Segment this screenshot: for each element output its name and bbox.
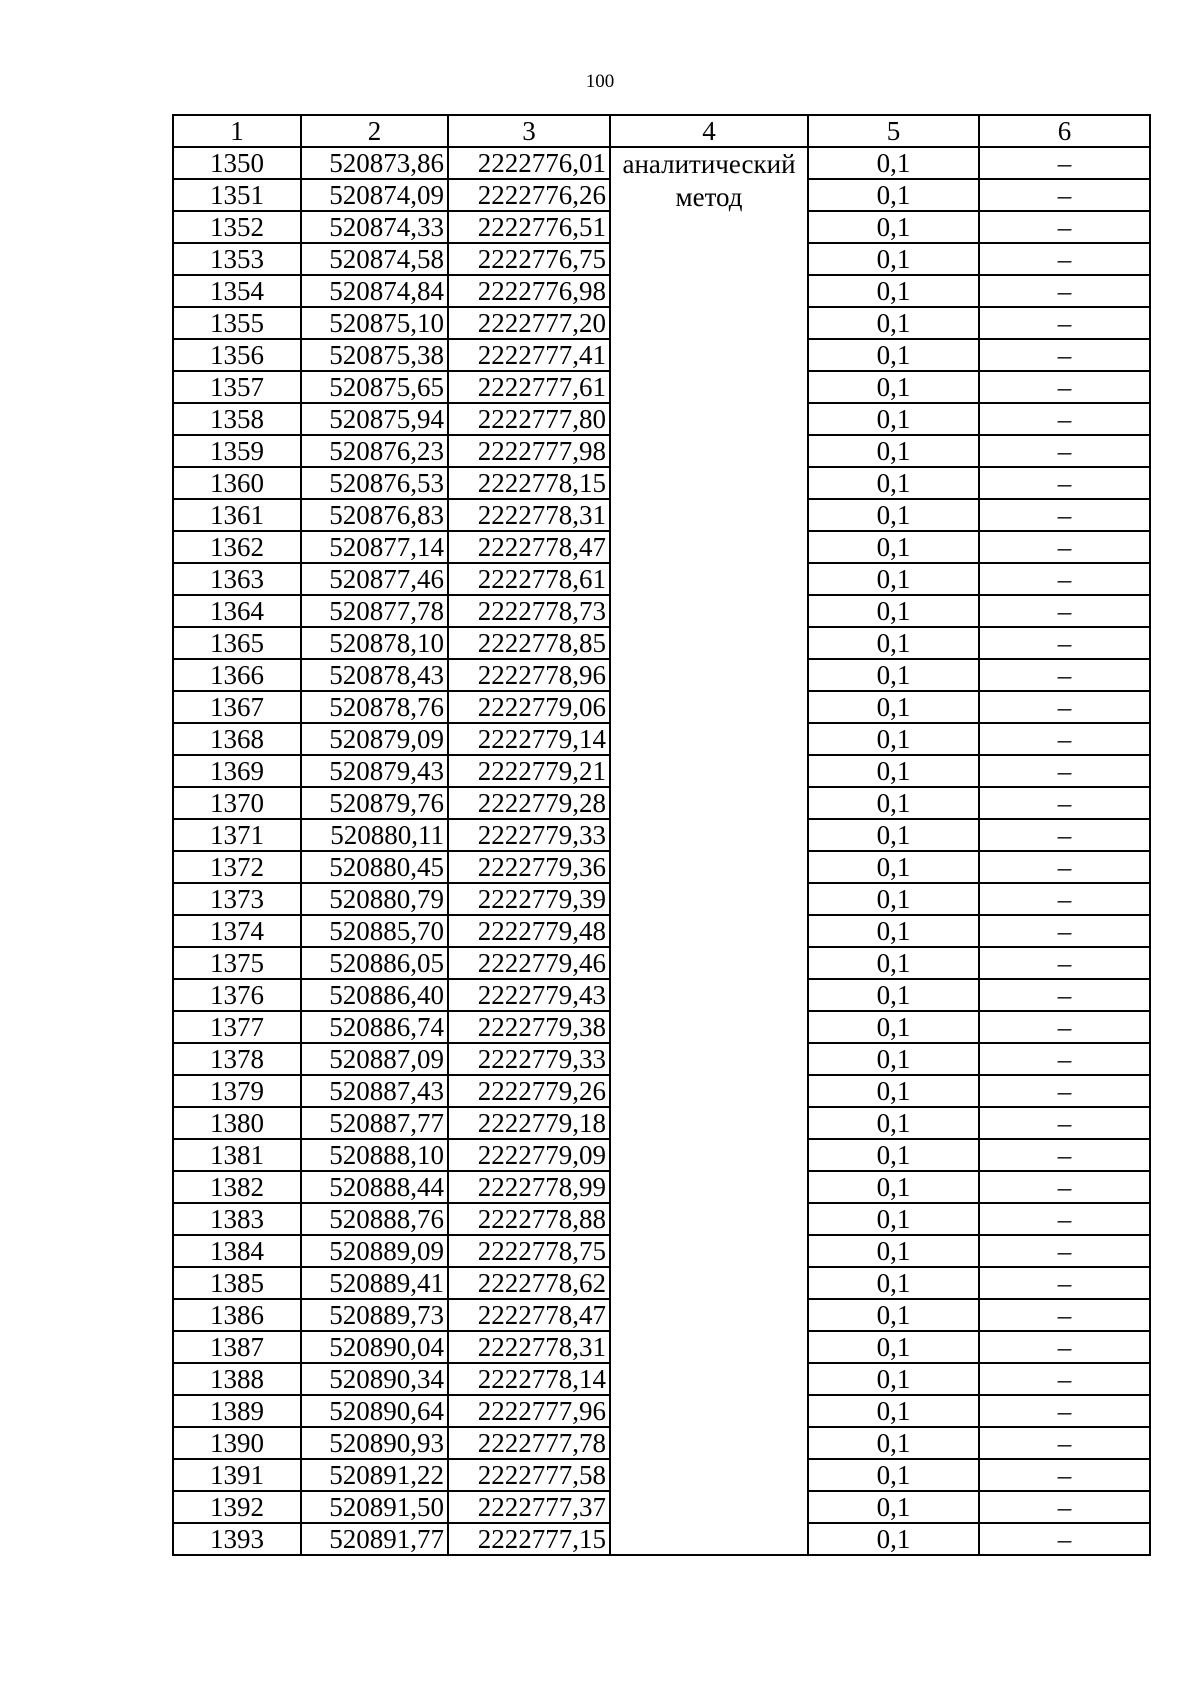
accuracy-cell: 0,1 (808, 467, 979, 499)
note-cell: – (979, 1363, 1150, 1395)
y-coordinate-cell: 2222777,58 (448, 1459, 610, 1491)
point-number-cell: 1393 (173, 1523, 301, 1555)
accuracy-cell: 0,1 (808, 339, 979, 371)
column-header-4: 4 (610, 115, 808, 147)
point-number-cell: 1367 (173, 691, 301, 723)
note-cell: – (979, 435, 1150, 467)
column-header-5: 5 (808, 115, 979, 147)
x-coordinate-cell: 520876,83 (301, 499, 448, 531)
x-coordinate-cell: 520889,09 (301, 1235, 448, 1267)
x-coordinate-cell: 520890,64 (301, 1395, 448, 1427)
point-number-cell: 1376 (173, 979, 301, 1011)
y-coordinate-cell: 2222778,88 (448, 1203, 610, 1235)
x-coordinate-cell: 520874,58 (301, 243, 448, 275)
point-number-cell: 1369 (173, 755, 301, 787)
x-coordinate-cell: 520888,10 (301, 1139, 448, 1171)
point-number-cell: 1362 (173, 531, 301, 563)
point-number-cell: 1388 (173, 1363, 301, 1395)
point-number-cell: 1379 (173, 1075, 301, 1107)
note-cell: – (979, 1523, 1150, 1555)
note-cell: – (979, 755, 1150, 787)
note-cell: – (979, 371, 1150, 403)
y-coordinate-cell: 2222778,47 (448, 531, 610, 563)
y-coordinate-cell: 2222779,33 (448, 819, 610, 851)
accuracy-cell: 0,1 (808, 1459, 979, 1491)
method-line: метод (675, 182, 743, 212)
x-coordinate-cell: 520889,41 (301, 1267, 448, 1299)
accuracy-cell: 0,1 (808, 435, 979, 467)
x-coordinate-cell: 520888,76 (301, 1203, 448, 1235)
accuracy-cell: 0,1 (808, 1395, 979, 1427)
note-cell: – (979, 1203, 1150, 1235)
note-cell: – (979, 403, 1150, 435)
accuracy-cell: 0,1 (808, 211, 979, 243)
accuracy-cell: 0,1 (808, 691, 979, 723)
y-coordinate-cell: 2222778,31 (448, 1331, 610, 1363)
note-cell: – (979, 659, 1150, 691)
x-coordinate-cell: 520880,11 (301, 819, 448, 851)
x-coordinate-cell: 520875,10 (301, 307, 448, 339)
y-coordinate-cell: 2222779,21 (448, 755, 610, 787)
coordinates-table (172, 114, 1151, 1556)
note-cell: – (979, 307, 1150, 339)
x-coordinate-cell: 520879,43 (301, 755, 448, 787)
note-cell: – (979, 563, 1150, 595)
point-number-cell: 1386 (173, 1299, 301, 1331)
note-cell: – (979, 1459, 1150, 1491)
point-number-cell: 1375 (173, 947, 301, 979)
point-number-cell: 1353 (173, 243, 301, 275)
note-cell: – (979, 979, 1150, 1011)
point-number-cell: 1352 (173, 211, 301, 243)
y-coordinate-cell: 2222778,47 (448, 1299, 610, 1331)
point-number-cell: 1377 (173, 1011, 301, 1043)
column-header-2: 2 (301, 115, 448, 147)
x-coordinate-cell: 520877,78 (301, 595, 448, 627)
x-coordinate-cell: 520879,76 (301, 787, 448, 819)
point-number-cell: 1355 (173, 307, 301, 339)
y-coordinate-cell: 2222778,96 (448, 659, 610, 691)
point-number-cell: 1374 (173, 915, 301, 947)
note-cell: – (979, 243, 1150, 275)
y-coordinate-cell: 2222779,48 (448, 915, 610, 947)
y-coordinate-cell: 2222776,26 (448, 179, 610, 211)
note-cell: – (979, 787, 1150, 819)
accuracy-cell: 0,1 (808, 979, 979, 1011)
point-number-cell: 1380 (173, 1107, 301, 1139)
note-cell: – (979, 947, 1150, 979)
y-coordinate-cell: 2222779,28 (448, 787, 610, 819)
point-number-cell: 1365 (173, 627, 301, 659)
x-coordinate-cell: 520887,09 (301, 1043, 448, 1075)
y-coordinate-cell: 2222776,75 (448, 243, 610, 275)
y-coordinate-cell: 2222777,41 (448, 339, 610, 371)
point-number-cell: 1391 (173, 1459, 301, 1491)
accuracy-cell: 0,1 (808, 659, 979, 691)
note-cell: – (979, 1267, 1150, 1299)
y-coordinate-cell: 2222777,78 (448, 1427, 610, 1459)
note-cell: – (979, 147, 1150, 179)
accuracy-cell: 0,1 (808, 819, 979, 851)
note-cell: – (979, 467, 1150, 499)
x-coordinate-cell: 520877,14 (301, 531, 448, 563)
y-coordinate-cell: 2222778,31 (448, 499, 610, 531)
point-number-cell: 1354 (173, 275, 301, 307)
header-row (173, 115, 1150, 147)
note-cell: – (979, 1171, 1150, 1203)
point-number-cell: 1383 (173, 1203, 301, 1235)
x-coordinate-cell: 520875,38 (301, 339, 448, 371)
note-cell: – (979, 499, 1150, 531)
accuracy-cell: 0,1 (808, 947, 979, 979)
accuracy-cell: 0,1 (808, 563, 979, 595)
note-cell: – (979, 531, 1150, 563)
note-cell: – (979, 1491, 1150, 1523)
accuracy-cell: 0,1 (808, 1011, 979, 1043)
y-coordinate-cell: 2222778,14 (448, 1363, 610, 1395)
note-cell: – (979, 691, 1150, 723)
x-coordinate-cell: 520887,77 (301, 1107, 448, 1139)
point-number-cell: 1358 (173, 403, 301, 435)
x-coordinate-cell: 520880,79 (301, 883, 448, 915)
x-coordinate-cell: 520886,05 (301, 947, 448, 979)
accuracy-cell: 0,1 (808, 1235, 979, 1267)
point-number-cell: 1360 (173, 467, 301, 499)
point-number-cell: 1385 (173, 1267, 301, 1299)
point-number-cell: 1356 (173, 339, 301, 371)
x-coordinate-cell: 520887,43 (301, 1075, 448, 1107)
accuracy-cell: 0,1 (808, 1203, 979, 1235)
y-coordinate-cell: 2222778,75 (448, 1235, 610, 1267)
x-coordinate-cell: 520878,10 (301, 627, 448, 659)
point-number-cell: 1387 (173, 1331, 301, 1363)
accuracy-cell: 0,1 (808, 1331, 979, 1363)
y-coordinate-cell: 2222779,39 (448, 883, 610, 915)
accuracy-cell: 0,1 (808, 1363, 979, 1395)
accuracy-cell: 0,1 (808, 1427, 979, 1459)
y-coordinate-cell: 2222776,01 (448, 147, 610, 179)
y-coordinate-cell: 2222777,20 (448, 307, 610, 339)
column-header-3: 3 (448, 115, 610, 147)
y-coordinate-cell: 2222776,51 (448, 211, 610, 243)
note-cell: – (979, 1299, 1150, 1331)
point-number-cell: 1357 (173, 371, 301, 403)
x-coordinate-cell: 520874,33 (301, 211, 448, 243)
note-cell: – (979, 1075, 1150, 1107)
note-cell: – (979, 627, 1150, 659)
point-number-cell: 1366 (173, 659, 301, 691)
page-number: 100 (585, 71, 615, 92)
x-coordinate-cell: 520876,23 (301, 435, 448, 467)
x-coordinate-cell: 520876,53 (301, 467, 448, 499)
point-number-cell: 1392 (173, 1491, 301, 1523)
point-number-cell: 1363 (173, 563, 301, 595)
note-cell: – (979, 1427, 1150, 1459)
accuracy-cell: 0,1 (808, 755, 979, 787)
point-number-cell: 1381 (173, 1139, 301, 1171)
y-coordinate-cell: 2222776,98 (448, 275, 610, 307)
note-cell: – (979, 1331, 1150, 1363)
x-coordinate-cell: 520874,09 (301, 179, 448, 211)
x-coordinate-cell: 520886,74 (301, 1011, 448, 1043)
accuracy-cell: 0,1 (808, 499, 979, 531)
accuracy-cell: 0,1 (808, 1267, 979, 1299)
x-coordinate-cell: 520873,86 (301, 147, 448, 179)
accuracy-cell: 0,1 (808, 595, 979, 627)
point-number-cell: 1368 (173, 723, 301, 755)
point-number-cell: 1351 (173, 179, 301, 211)
table-body (173, 147, 1150, 1555)
accuracy-cell: 0,1 (808, 1107, 979, 1139)
x-coordinate-cell: 520885,70 (301, 915, 448, 947)
accuracy-cell: 0,1 (808, 243, 979, 275)
accuracy-cell: 0,1 (808, 1171, 979, 1203)
note-cell: – (979, 179, 1150, 211)
x-coordinate-cell: 520889,73 (301, 1299, 448, 1331)
y-coordinate-cell: 2222778,99 (448, 1171, 610, 1203)
y-coordinate-cell: 2222777,15 (448, 1523, 610, 1555)
note-cell: – (979, 1395, 1150, 1427)
note-cell: – (979, 211, 1150, 243)
point-number-cell: 1364 (173, 595, 301, 627)
accuracy-cell: 0,1 (808, 179, 979, 211)
y-coordinate-cell: 2222778,61 (448, 563, 610, 595)
y-coordinate-cell: 2222779,14 (448, 723, 610, 755)
accuracy-cell: 0,1 (808, 1523, 979, 1555)
note-cell: – (979, 819, 1150, 851)
note-cell: – (979, 723, 1150, 755)
accuracy-cell: 0,1 (808, 915, 979, 947)
note-cell: – (979, 1235, 1150, 1267)
accuracy-cell: 0,1 (808, 275, 979, 307)
accuracy-cell: 0,1 (808, 1075, 979, 1107)
x-coordinate-cell: 520880,45 (301, 851, 448, 883)
accuracy-cell: 0,1 (808, 627, 979, 659)
accuracy-cell: 0,1 (808, 1139, 979, 1171)
x-coordinate-cell: 520890,93 (301, 1427, 448, 1459)
x-coordinate-cell: 520886,40 (301, 979, 448, 1011)
note-cell: – (979, 915, 1150, 947)
accuracy-cell: 0,1 (808, 531, 979, 563)
point-number-cell: 1370 (173, 787, 301, 819)
note-cell: – (979, 275, 1150, 307)
y-coordinate-cell: 2222777,61 (448, 371, 610, 403)
column-header-1: 1 (173, 115, 301, 147)
point-number-cell: 1361 (173, 499, 301, 531)
x-coordinate-cell: 520890,04 (301, 1331, 448, 1363)
y-coordinate-cell: 2222778,73 (448, 595, 610, 627)
x-coordinate-cell: 520878,76 (301, 691, 448, 723)
note-cell: – (979, 1043, 1150, 1075)
point-number-cell: 1384 (173, 1235, 301, 1267)
method-line: аналитический (622, 149, 796, 179)
accuracy-cell: 0,1 (808, 307, 979, 339)
y-coordinate-cell: 2222779,43 (448, 979, 610, 1011)
accuracy-cell: 0,1 (808, 1043, 979, 1075)
point-number-cell: 1350 (173, 147, 301, 179)
point-number-cell: 1372 (173, 851, 301, 883)
accuracy-cell: 0,1 (808, 1299, 979, 1331)
x-coordinate-cell: 520891,22 (301, 1459, 448, 1491)
y-coordinate-cell: 2222777,37 (448, 1491, 610, 1523)
point-number-cell: 1378 (173, 1043, 301, 1075)
point-number-cell: 1371 (173, 819, 301, 851)
y-coordinate-cell: 2222778,62 (448, 1267, 610, 1299)
point-number-cell: 1382 (173, 1171, 301, 1203)
x-coordinate-cell: 520891,77 (301, 1523, 448, 1555)
note-cell: – (979, 1139, 1150, 1171)
x-coordinate-cell: 520875,65 (301, 371, 448, 403)
note-cell: – (979, 339, 1150, 371)
y-coordinate-cell: 2222777,98 (448, 435, 610, 467)
x-coordinate-cell: 520890,34 (301, 1363, 448, 1395)
x-coordinate-cell: 520877,46 (301, 563, 448, 595)
point-number-cell: 1373 (173, 883, 301, 915)
x-coordinate-cell: 520891,50 (301, 1491, 448, 1523)
note-cell: – (979, 883, 1150, 915)
x-coordinate-cell: 520874,84 (301, 275, 448, 307)
method-cell (610, 147, 808, 1555)
table-row (173, 147, 1150, 179)
y-coordinate-cell: 2222779,09 (448, 1139, 610, 1171)
point-number-cell: 1389 (173, 1395, 301, 1427)
column-header-6: 6 (979, 115, 1150, 147)
accuracy-cell: 0,1 (808, 1491, 979, 1523)
accuracy-cell: 0,1 (808, 723, 979, 755)
y-coordinate-cell: 2222779,18 (448, 1107, 610, 1139)
y-coordinate-cell: 2222778,85 (448, 627, 610, 659)
x-coordinate-cell: 520879,09 (301, 723, 448, 755)
y-coordinate-cell: 2222779,06 (448, 691, 610, 723)
note-cell: – (979, 851, 1150, 883)
point-number-cell: 1390 (173, 1427, 301, 1459)
accuracy-cell: 0,1 (808, 403, 979, 435)
accuracy-cell: 0,1 (808, 147, 979, 179)
x-coordinate-cell: 520888,44 (301, 1171, 448, 1203)
y-coordinate-cell: 2222779,38 (448, 1011, 610, 1043)
note-cell: – (979, 1107, 1150, 1139)
y-coordinate-cell: 2222777,80 (448, 403, 610, 435)
accuracy-cell: 0,1 (808, 851, 979, 883)
x-coordinate-cell: 520875,94 (301, 403, 448, 435)
y-coordinate-cell: 2222778,15 (448, 467, 610, 499)
point-number-cell: 1359 (173, 435, 301, 467)
y-coordinate-cell: 2222779,46 (448, 947, 610, 979)
note-cell: – (979, 1011, 1150, 1043)
accuracy-cell: 0,1 (808, 787, 979, 819)
y-coordinate-cell: 2222777,96 (448, 1395, 610, 1427)
y-coordinate-cell: 2222779,26 (448, 1075, 610, 1107)
note-cell: – (979, 595, 1150, 627)
accuracy-cell: 0,1 (808, 371, 979, 403)
y-coordinate-cell: 2222779,33 (448, 1043, 610, 1075)
x-coordinate-cell: 520878,43 (301, 659, 448, 691)
y-coordinate-cell: 2222779,36 (448, 851, 610, 883)
accuracy-cell: 0,1 (808, 883, 979, 915)
